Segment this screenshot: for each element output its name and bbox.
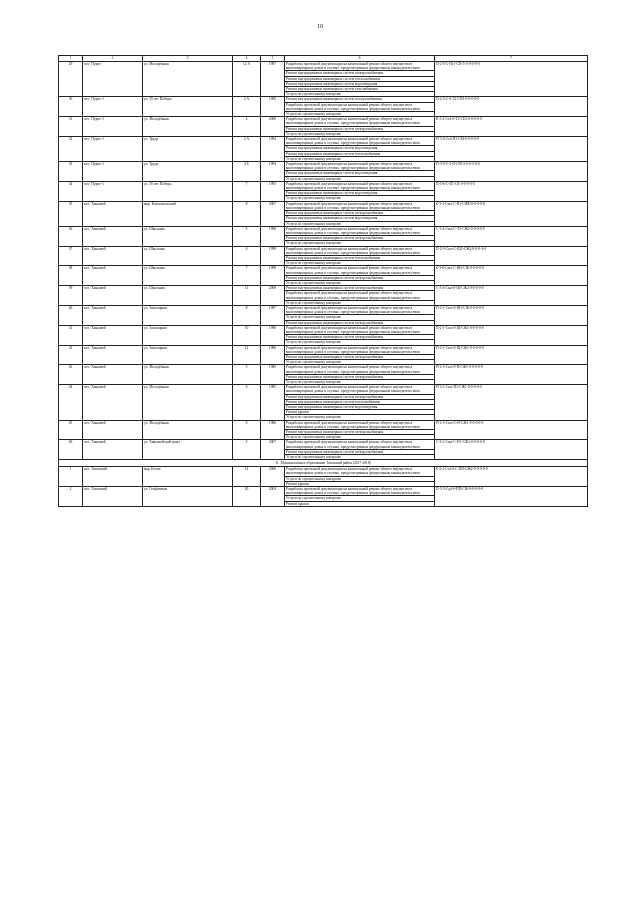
- row-number: 1: [59, 467, 83, 487]
- work-type-cell: Услуги по строительному контролю: [285, 112, 435, 117]
- settlement-cell: пос. Пурпе-1: [83, 117, 143, 137]
- house-number-cell: 4: [233, 117, 261, 137]
- work-type-cell: Услуги по строительному контролю: [285, 196, 435, 201]
- work-type-cell: Услуги по строительному контролю: [285, 455, 435, 460]
- settlement-cell: пос. Ханымей: [83, 305, 143, 325]
- table-row: [59, 467, 588, 476]
- row-number: 39: [59, 286, 83, 306]
- street-cell: ул. Школьная: [143, 246, 233, 266]
- building-code-cell: П-2-5-С-Пт1-СП-5-5-0-0-0-0: [435, 62, 588, 97]
- house-number-cell: 2 А: [233, 137, 261, 162]
- work-type-cell: Разработка проектной документации на капитальный ремонт общего имущества в многоквартирных домах в случаях, предусмотренных федеральным законодательством: [285, 117, 435, 126]
- work-type-cell: Ремонт внутридомовых инженерных систем водоотведения: [285, 405, 435, 410]
- work-type-cell: Ремонт внутридомовых инженерных систем электроснабжения: [285, 236, 435, 241]
- work-type-cell: Ремонт внутридомовых инженерных систем электроснабжения: [285, 286, 435, 291]
- work-type-cell: Услуги по строительному контролю: [285, 221, 435, 226]
- row-number: 43: [59, 365, 83, 385]
- row-number: 41: [59, 325, 83, 345]
- work-type-cell: Ремонт внутридомовых инженерных систем электроснабжения: [285, 275, 435, 280]
- work-type-cell: Ремонт внутридомовых инженерных систем теплоснабжения: [285, 399, 435, 404]
- table-row: [59, 440, 588, 449]
- row-number: 31: [59, 117, 83, 137]
- building-code-cell: П-2-3-С-6-Т2-СП1-0-0-0-0-0: [435, 97, 588, 117]
- work-type-cell: Ремонт внутридомовых инженерных систем электроснабжения: [285, 71, 435, 76]
- house-number-cell: 11: [233, 286, 261, 306]
- house-number-cell: 8: [233, 420, 261, 440]
- year-cell: 2006: [261, 117, 285, 137]
- building-code-cell: П-3-5-Сд4-0-ПП-СЖ-0-0-0-0-0: [435, 487, 588, 507]
- work-type-cell: Услуги по строительному контролю: [285, 360, 435, 365]
- work-type-cell: Ремонт внутридомовых инженерных систем электроснабжения: [285, 354, 435, 359]
- building-code-cell: П-2-1-Сыл-0-Щ-СЖ1-0-0-0-0-0: [435, 325, 588, 345]
- street-cell: ул. Труда: [143, 137, 233, 162]
- street-cell: ул. Молодёжная: [143, 117, 233, 137]
- building-code-cell: С-3-2-Сыл-С-П1-СЖ1-0-0-0-0-0: [435, 440, 588, 460]
- work-type-cell: Разработка проектной документации на капитальный ремонт общего имущества в многоквартирных домах в случаях, предусмотренных федеральным законодательством: [285, 291, 435, 300]
- year-cell: 2008: [261, 286, 285, 306]
- table-row: [59, 420, 588, 429]
- year-cell: 2004: [261, 487, 285, 507]
- settlement-cell: пос. Ханымей: [83, 246, 143, 266]
- settlement-cell: пос. Ханымей: [83, 345, 143, 365]
- repair-program-table: [58, 55, 588, 507]
- building-code-cell: П-2-3-Сыл-0-П-СЖ1-0-0-0-0-0: [435, 365, 588, 385]
- building-code-cell: Б-2-2-Ст4-0-С-ПП-СЖ2-0-0-0-0-0: [435, 467, 588, 487]
- column-number: 1: [59, 56, 83, 62]
- section-title: 11. Муниципальное образование Тазовский район (2017-2018): [59, 460, 588, 467]
- street-cell: ул. Школьная: [143, 266, 233, 286]
- row-number: 35: [59, 201, 83, 226]
- work-type-cell: Ремонт внутридомовых инженерных систем электроснабжения: [285, 211, 435, 216]
- work-type-cell: Ремонт внутридомовых инженерных систем холодоснабжения: [285, 97, 435, 102]
- street-cell: ул. Заполярная: [143, 345, 233, 365]
- house-number-cell: 8: [233, 305, 261, 325]
- year-cell: 1986: [261, 345, 285, 365]
- row-number: 38: [59, 266, 83, 286]
- table-row: [59, 305, 588, 314]
- street-cell: ул. Школьная: [143, 286, 233, 306]
- work-type-cell: Разработка проектной документации на капитальный ремонт общего имущества в многоквартирных домах в случаях, предусмотренных федеральным законодательством: [285, 181, 435, 190]
- settlement-cell: пос. Ханымей: [83, 365, 143, 385]
- street-cell: ул. 50 лет Победы: [143, 97, 233, 117]
- building-code-cell: П-3-6-С-П1-СЕ-0-0-0-0-0: [435, 181, 588, 201]
- table-row: [59, 487, 588, 496]
- table-row: [59, 181, 588, 190]
- settlement-cell: пос. Ханымей: [83, 325, 143, 345]
- settlement-cell: пос. Ханымей: [83, 385, 143, 420]
- table-row: [59, 117, 588, 126]
- year-cell: 2007: [261, 440, 285, 460]
- work-type-cell: Разработка проектной документации на капитальный ремонт общего имущества в многоквартирных домах в случаях, предусмотренных федеральным законодательством: [285, 137, 435, 146]
- settlement-cell: пос. Ханымей: [83, 226, 143, 246]
- work-type-cell: Ремонт внутридомовых инженерных систем электроснабжения: [285, 320, 435, 325]
- year-cell: 1985: [261, 365, 285, 385]
- row-number: 32: [59, 137, 83, 162]
- building-code-cell: Б-3-2-Сыл-С-П1-СЖЕ-0-0-0-0-0: [435, 201, 588, 226]
- settlement-cell: пос. Пурпе: [83, 62, 143, 97]
- work-type-cell: Ремонт крыши: [285, 501, 435, 506]
- street-cell: ул. 50 лет Победы: [143, 181, 233, 201]
- building-code-cell: С-3-4-Сыл-0-Щ-СЖ2-0-0-0-0-0: [435, 286, 588, 306]
- work-type-cell: Услуги по строительному контролю: [285, 415, 435, 420]
- building-code-cell: П-2-1-Сыл-0-Щ-СЖ1-0-0-0-0-0: [435, 345, 588, 365]
- work-type-cell: Разработка проектной документации на капитальный ремонт общего имущества в многоквартирных домах в случаях, предусмотренных федеральным законодательством: [285, 440, 435, 449]
- work-type-cell: Ремонт внутридомовых инженерных систем водоотведения: [285, 81, 435, 86]
- work-type-cell: Ремонт внутридомовых инженерных систем электроснабжения: [285, 126, 435, 131]
- work-type-cell: Услуги по строительному контролю: [285, 241, 435, 246]
- house-number-cell: 30: [233, 487, 261, 507]
- year-cell: 1996: [261, 226, 285, 246]
- work-type-cell: Услуги по строительному контролю: [285, 300, 435, 305]
- work-type-cell: Разработка проектной документации на капитальный ремонт общего имущества в многоквартирных домах в случаях, предусмотренных федеральным законодательством: [285, 467, 435, 476]
- work-type-cell: Разработка проектной документации на капитальный ремонт общего имущества в многоквартирных домах в случаях, предусмотренных федеральным законодательством: [285, 62, 435, 71]
- work-type-cell: Услуги по строительному контролю: [285, 496, 435, 501]
- settlement-cell: пос. Пурпе-1: [83, 137, 143, 162]
- work-type-cell: Услуги по строительному контролю: [285, 435, 435, 440]
- row-number: 36: [59, 226, 83, 246]
- building-code-cell: П-2-3-Сыл-С-Щ3-СЖ2-0-0-0-3-0: [435, 246, 588, 266]
- work-type-cell: Услуги по строительному контролю: [285, 380, 435, 385]
- work-type-cell: Разработка проектной документации на капитальный ремонт общего имущества в многоквартирных домах в случаях, предусмотренных федеральным законодательством: [285, 345, 435, 354]
- table-row: [59, 345, 588, 354]
- year-cell: 1996: [261, 325, 285, 345]
- building-code-cell: К-3-2-Ст4-0-Т2-СЕ2-0-0-0-0-0: [435, 117, 588, 137]
- settlement-cell: пос. Тазовский: [83, 467, 143, 487]
- section-header-row: [59, 460, 588, 467]
- year-cell: 1993: [261, 181, 285, 201]
- column-number: 4: [233, 56, 261, 62]
- table-row: [59, 97, 588, 102]
- building-code-cell: Б-3-0-Сыл-С-Щ3-СЖ-0-0-0-0-0: [435, 266, 588, 286]
- column-number: 6: [285, 56, 435, 62]
- table-row: [59, 365, 588, 374]
- settlement-cell: пос. Ханымей: [83, 286, 143, 306]
- house-number-cell: 6: [233, 246, 261, 266]
- street-cell: ул. Молодёжная: [143, 385, 233, 420]
- work-type-cell: Разработка проектной документации на капитальный ремонт общего имущества в многоквартирных домах в случаях, предусмотренных федеральным законодательством: [285, 420, 435, 429]
- row-number: 30: [59, 97, 83, 117]
- year-cell: 1986: [261, 420, 285, 440]
- table-row: [59, 226, 588, 235]
- work-type-cell: Ремонт внутридомовых инженерных систем теплоснабжения: [285, 151, 435, 156]
- work-type-cell: Разработка проектной документации на капитальный ремонт общего имущества в многоквартирных домах в случаях, предусмотренных федеральным законодательством: [285, 325, 435, 334]
- building-code-cell: С-3-4-Сыл-С-Т3-СЖ2-0-0-0-0-0: [435, 226, 588, 246]
- settlement-cell: пос. Тазовский: [83, 487, 143, 507]
- year-cell: 2006: [261, 467, 285, 487]
- work-type-cell: Ремонт внутридомовых инженерных систем теплоснабжения: [285, 76, 435, 81]
- work-type-cell: Услуги по строительному контролю: [285, 340, 435, 345]
- row-number: 29: [59, 62, 83, 97]
- table-row: [59, 266, 588, 275]
- work-type-cell: Ремонт крыши: [285, 481, 435, 486]
- row-number: 2: [59, 487, 83, 507]
- table-row: [59, 162, 588, 171]
- street-cell: ул. Молодёжная: [143, 365, 233, 385]
- year-cell: 1987: [261, 305, 285, 325]
- building-code-cell: П-3-0-С-3-П-СМ-3-0-0-3-0-0: [435, 162, 588, 182]
- house-number-cell: 6: [233, 385, 261, 420]
- work-type-cell: Услуги по строительному контролю: [285, 176, 435, 181]
- house-number-cell: 5: [233, 440, 261, 460]
- street-cell: ул. Заполярная: [143, 305, 233, 325]
- building-code-cell: П-3-0-Ст4-П1-СМ-0-0-0-0-0: [435, 137, 588, 162]
- row-number: 45: [59, 420, 83, 440]
- year-cell: 1995: [261, 97, 285, 117]
- table-row: [59, 137, 588, 146]
- row-number: 33: [59, 162, 83, 182]
- street-cell: мкр. Комсомольский: [143, 201, 233, 226]
- work-type-cell: Разработка проектной документации на капитальный ремонт общего имущества в многоквартирных домах в случаях, предусмотренных федеральным законодательством: [285, 226, 435, 235]
- work-type-cell: Ремонт внутридомовых инженерных систем водоотведения: [285, 216, 435, 221]
- work-type-cell: Ремонт внутридомовых инженерных систем газоснабжения: [285, 87, 435, 92]
- work-type-cell: Услуги по строительному контролю: [285, 476, 435, 481]
- work-type-cell: Ремонт внутридомовых инженерных систем электроснабжения: [285, 335, 435, 340]
- work-type-cell: Ремонт крыши: [285, 410, 435, 415]
- work-type-cell: Разработка проектной документации на капитальный ремонт общего имущества в многоквартирных домах в случаях, предусмотренных федеральным законодательством: [285, 365, 435, 374]
- year-cell: 1994: [261, 162, 285, 182]
- work-type-cell: Ремонт внутридомовых инженерных систем водоотведения: [285, 146, 435, 151]
- house-number-cell: 5: [233, 226, 261, 246]
- work-type-cell: Ремонт внутридомовых инженерных систем теплоснабжения: [285, 255, 435, 260]
- table-row: [59, 246, 588, 255]
- work-type-cell: Разработка проектной документации на капитальный ремонт общего имущества в многоквартирных домах в случаях, предусмотренных федеральным законодательством: [285, 266, 435, 275]
- year-cell: 2007: [261, 201, 285, 226]
- work-type-cell: Разработка проектной документации на капитальный ремонт общего имущества в многоквартирных домах в случаях, предусмотренных федеральным законодательством: [285, 246, 435, 255]
- work-type-cell: Разработка проектной документации на капитальный ремонт общего имущества в многоквартирных домах в случаях, предусмотренных федеральным законодательством: [285, 201, 435, 210]
- column-number: 2: [83, 56, 143, 62]
- row-number: 42: [59, 345, 83, 365]
- work-type-cell: Разработка проектной документации на капитальный ремонт общего имущества в многоквартирных домах в случаях, предусмотренных федеральным законодательством: [285, 487, 435, 496]
- year-cell: 1985: [261, 385, 285, 420]
- house-number-cell: 10: [233, 325, 261, 345]
- building-code-cell: П-2-3-Сыл-С-Н-СЖ1-0-0-0-0-0: [435, 420, 588, 440]
- street-cell: ул. Заполярная: [143, 325, 233, 345]
- work-type-cell: Услуги по строительному контролю: [285, 92, 435, 97]
- page-number: 10: [317, 24, 323, 30]
- row-number: 34: [59, 181, 83, 201]
- work-type-cell: Ремонт внутридомовых инженерных систем электроснабжения: [285, 374, 435, 379]
- work-type-cell: Ремонт внутридомовых инженерных систем водоотведения: [285, 191, 435, 196]
- street-cell: ул. Молодёжная: [143, 420, 233, 440]
- column-number: 5: [261, 56, 285, 62]
- table-row: [59, 286, 588, 291]
- street-cell: ул. Ханымейский тракт: [143, 440, 233, 460]
- street-cell: ул. Труда: [143, 162, 233, 182]
- settlement-cell: пос. Ханымей: [83, 266, 143, 286]
- settlement-cell: пос. Пурпе-1: [83, 162, 143, 182]
- house-number-cell: 14: [233, 467, 261, 487]
- house-number-cell: 4 Б: [233, 162, 261, 182]
- street-cell: ул. Геофизиков: [143, 487, 233, 507]
- row-number: 37: [59, 246, 83, 266]
- work-type-cell: Услуги по строительному контролю: [285, 156, 435, 161]
- work-type-cell: Ремонт внутридомовых инженерных систем электроснабжения: [285, 394, 435, 399]
- street-cell: мкр Геолог: [143, 467, 233, 487]
- work-type-cell: Разработка проектной документации на капитальный ремонт общего имущества в многоквартирных домах в случаях, предусмотренных федеральным законодательством: [285, 102, 435, 111]
- work-type-cell: Разработка проектной документации на капитальный ремонт общего имущества в многоквартирных домах в случаях, предусмотренных федеральным законодательством: [285, 305, 435, 314]
- street-cell: ул. Школьная: [143, 226, 233, 246]
- table-row: [59, 385, 588, 394]
- column-number: 7: [435, 56, 588, 62]
- settlement-cell: пос. Ханымей: [83, 440, 143, 460]
- house-number-cell: 8: [233, 201, 261, 226]
- table-row: [59, 201, 588, 210]
- row-number: 40: [59, 305, 83, 325]
- house-number-cell: 7: [233, 266, 261, 286]
- building-code-cell: П-2-1-Сыл-0-Щ1-СЖ-0-0-0-0-0: [435, 305, 588, 325]
- work-type-cell: Услуги по строительному контролю: [285, 280, 435, 285]
- column-number: 3: [143, 56, 233, 62]
- work-type-cell: Ремонт внутридомовых инженерных систем электроснабжения: [285, 430, 435, 435]
- house-number-cell: 5: [233, 365, 261, 385]
- year-cell: 1987: [261, 62, 285, 97]
- work-type-cell: Услуги по строительному контролю: [285, 131, 435, 136]
- year-cell: 1998: [261, 266, 285, 286]
- table-body: [59, 62, 588, 507]
- work-type-cell: Ремонт внутридомовых инженерных систем электроснабжения: [285, 449, 435, 454]
- table-row: [59, 325, 588, 334]
- row-number: 44: [59, 385, 83, 420]
- table-row: [59, 62, 588, 71]
- house-number-cell: 12: [233, 345, 261, 365]
- house-number-cell: 12 А: [233, 62, 261, 97]
- year-cell: 1994: [261, 137, 285, 162]
- house-number-cell: 2 А: [233, 97, 261, 117]
- settlement-cell: пос. Пурпе-1: [83, 181, 143, 201]
- row-number: 46: [59, 440, 83, 460]
- street-cell: ул. Молодёжная: [143, 62, 233, 97]
- settlement-cell: пос. Ханымей: [83, 420, 143, 440]
- work-type-cell: Услуги по строительному контролю: [285, 261, 435, 266]
- building-code-cell: П-2-1-Сыл-П1-СЖ1-0-0-0-0-0: [435, 385, 588, 420]
- house-number-cell: 7: [233, 181, 261, 201]
- work-type-cell: Разработка проектной документации на капитальный ремонт общего имущества в многоквартирных домах в случаях, предусмотренных федеральным законодательством: [285, 162, 435, 171]
- settlement-cell: пос. Ханымей: [83, 201, 143, 226]
- work-type-cell: Услуги по строительному контролю: [285, 315, 435, 320]
- settlement-cell: пос. Пурпе-1: [83, 97, 143, 117]
- work-type-cell: Ремонт внутридомовых инженерных систем водоотведения: [285, 171, 435, 176]
- year-cell: 1998: [261, 246, 285, 266]
- work-type-cell: Разработка проектной документации на капитальный ремонт общего имущества в многоквартирных домах в случаях, предусмотренных федеральным законодательством: [285, 385, 435, 394]
